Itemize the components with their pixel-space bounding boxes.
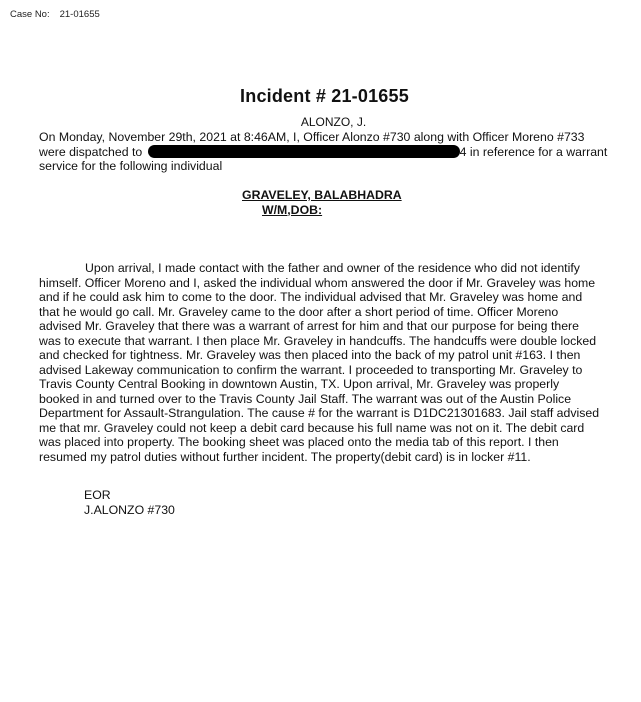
narrative-line: and checked for tightness. Mr. Graveley was then placed into the back of my patrol unit #163. I then bbox=[39, 348, 581, 362]
case-label: Case No: bbox=[10, 9, 50, 20]
intro-line: service for the following individual bbox=[39, 159, 223, 173]
narrative-line: advised Mr. Graveley that there was a warrant of arrest for him and that our purpose for being there bbox=[39, 319, 579, 333]
address-redaction-bar bbox=[148, 145, 460, 158]
narrative-line: booked in and turned over to the Travis County Jail Staff. The warrant was out of the Austin Police bbox=[39, 391, 572, 406]
subject-name: GRAVELEY, BALABHADRA bbox=[242, 188, 402, 202]
narrative-paragraph bbox=[39, 261, 619, 464]
narrative-line: that he would go call. Mr. Graveley came to the door after a short period of time. Officer Moreno bbox=[39, 304, 559, 319]
signoff-block bbox=[84, 488, 175, 518]
officer-signature: J.ALONZO #730 bbox=[84, 503, 175, 517]
narrative-line: resumed my patrol duties without further incident. The property(debit card) is in locker #11. bbox=[39, 449, 531, 464]
case-number-header bbox=[10, 9, 100, 20]
incident-title: Incident # 21-01655 bbox=[240, 86, 409, 106]
narrative-line: advised Lakeway communication to confirm the warrant. I proceeded to transporting Mr. Graveley to bbox=[39, 362, 583, 377]
case-number: 21-01655 bbox=[59, 9, 100, 20]
narrative-line: Travis County Central Booking in downtown Austin, TX. Upon arrival, Mr. Graveley was properly bbox=[39, 377, 560, 391]
intro-line: were dispatched to bbox=[39, 144, 143, 159]
narrative-line: himself. Officer Moreno and I, asked the individual whom answered the door if Mr. Graveley was home bbox=[39, 275, 596, 290]
officer-name: ALONZO, J. bbox=[300, 115, 367, 129]
narrative-line: was to execute that warrant. I then place Mr. Graveley in handcuffs. The handcuffs were double locked bbox=[39, 333, 597, 348]
subject-block bbox=[242, 188, 402, 217]
intro-line: On Monday, November 29th, 2021 at 8:46AM, I, Officer Alonzo #730 along with Officer Moreno #733 bbox=[39, 130, 585, 144]
narrative-line: Department for Assault-Strangulation. The cause # for the warrant is D1DC21301683. Jail staff advised bbox=[39, 406, 600, 420]
end-of-report-marker: EOR bbox=[84, 488, 111, 502]
narrative-line: Upon arrival, I made contact with the father and owner of the residence who did not identify bbox=[85, 261, 580, 275]
intro-line: 4 in reference for a warrant bbox=[459, 144, 608, 159]
narrative-line: was placed into property. The booking sheet was placed onto the media tab of this report. I then bbox=[39, 435, 559, 449]
intro-paragraph bbox=[39, 130, 619, 174]
subject-dob: W/M,DOB: bbox=[262, 202, 323, 217]
intro-line-with-redaction bbox=[39, 145, 619, 160]
narrative-line: and if he could ask him to come to the door. The individual advised that Mr. Graveley was home and bbox=[39, 290, 583, 304]
narrative-line: me that mr. Graveley could not keep a debit card because his full name was not on it. The debit card bbox=[39, 420, 585, 435]
